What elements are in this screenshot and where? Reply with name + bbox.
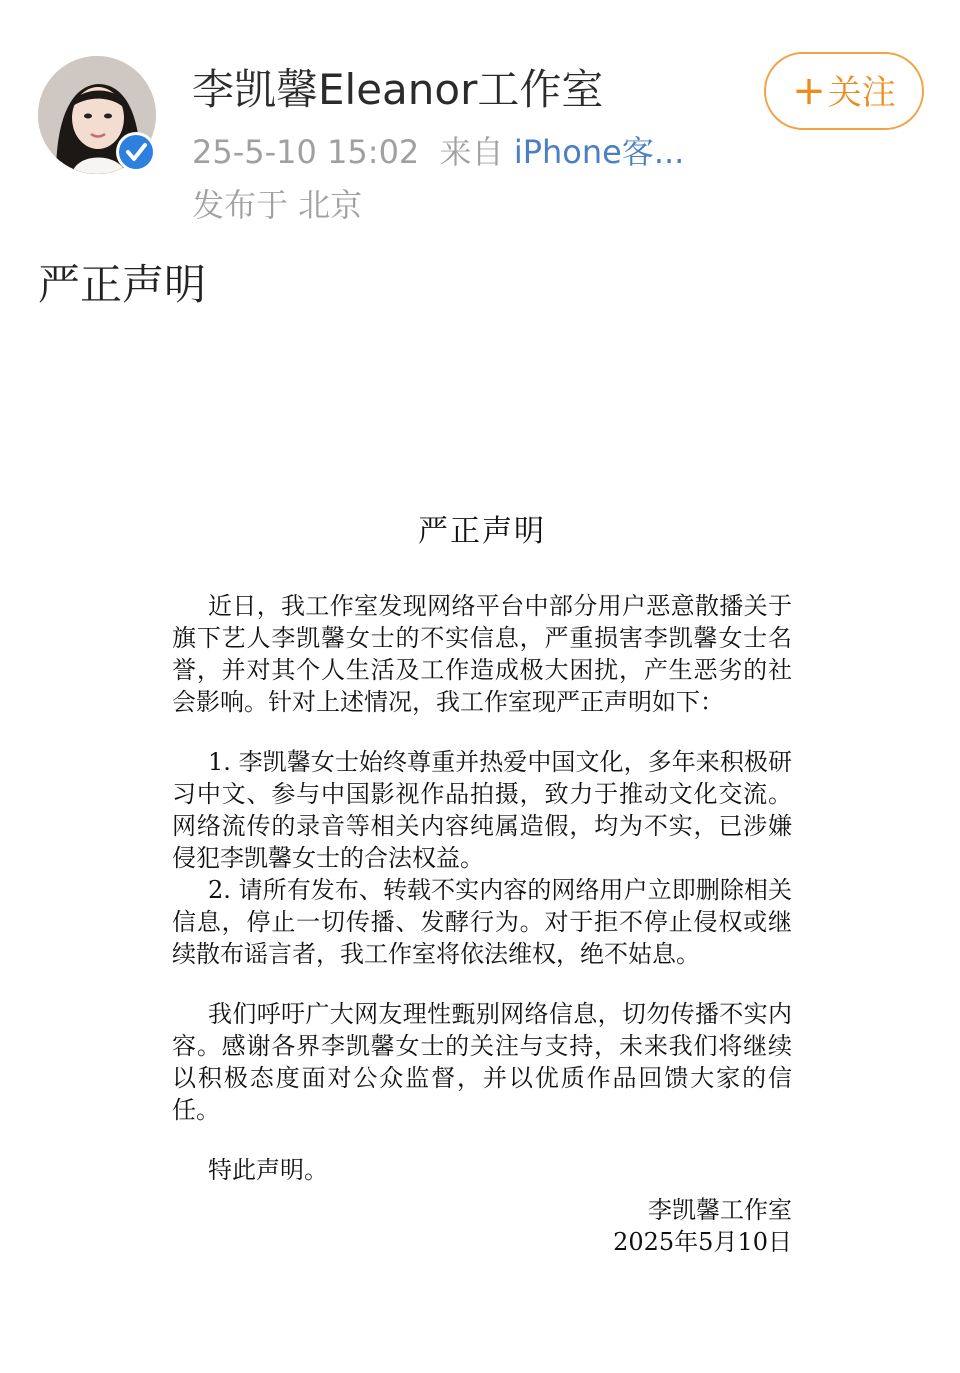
statement-intro: 近日，我工作室发现网络平台中部分用户恶意散播关于旗下艺人李凯馨女士的不实信息，严重损害李凯馨女士名誉，并对其个人生活及工作造成极大困扰，产生恶劣的社会影响。针对上述情况，我工作室现严正声明如下： bbox=[172, 592, 792, 716]
statement-date: 2025年5月10日 bbox=[613, 1228, 792, 1256]
verified-badge-icon bbox=[116, 132, 156, 172]
author-name[interactable]: 李凯馨Eleanor工作室 bbox=[192, 65, 604, 114]
post-timestamp[interactable]: 25-5-10 15:02 bbox=[192, 133, 420, 171]
statement-signature: 李凯馨工作室 bbox=[648, 1196, 792, 1224]
verified-badge bbox=[116, 132, 156, 172]
follow-label: 关注 bbox=[827, 73, 896, 113]
statement-item-2: 2. 请所有发布、转载不实内容的网络用户立即删除相关信息，停止一切传播、发酵行为。对于拒不停止侵权或继续散布谣言者，我工作室将依法维权，绝不姑息。 bbox=[172, 876, 792, 968]
statement-image[interactable] bbox=[172, 510, 792, 1258]
post-source-link[interactable]: iPhone客... bbox=[513, 133, 685, 171]
statement-title: 严正声明 bbox=[418, 514, 546, 549]
statement-item-1: 1. 李凯馨女士始终尊重并热爱中国文化，多年来积极研习中文、参与中国影视作品拍摄，致力于推动文化交流。网络流传的录音等相关内容纯属造假，均为不实，已涉嫌侵犯李凯馨女士的合法权益。 bbox=[172, 748, 792, 872]
source-prefix: 来自 bbox=[439, 133, 504, 171]
post-meta bbox=[192, 130, 684, 174]
post-text: 严正声明 bbox=[38, 260, 207, 309]
follow-button[interactable] bbox=[764, 52, 924, 130]
post-location: 发布于 北京 bbox=[192, 186, 363, 224]
statement-closing: 特此声明。 bbox=[208, 1156, 328, 1184]
statement-appeal: 我们呼吁广大网友理性甄别网络信息，切勿传播不实内容。感谢各界李凯馨女士的关注与支持，未来我们将继续以积极态度面对公众监督，并以优质作品回馈大家的信任。 bbox=[172, 1000, 792, 1124]
plus-icon: + bbox=[792, 68, 826, 114]
